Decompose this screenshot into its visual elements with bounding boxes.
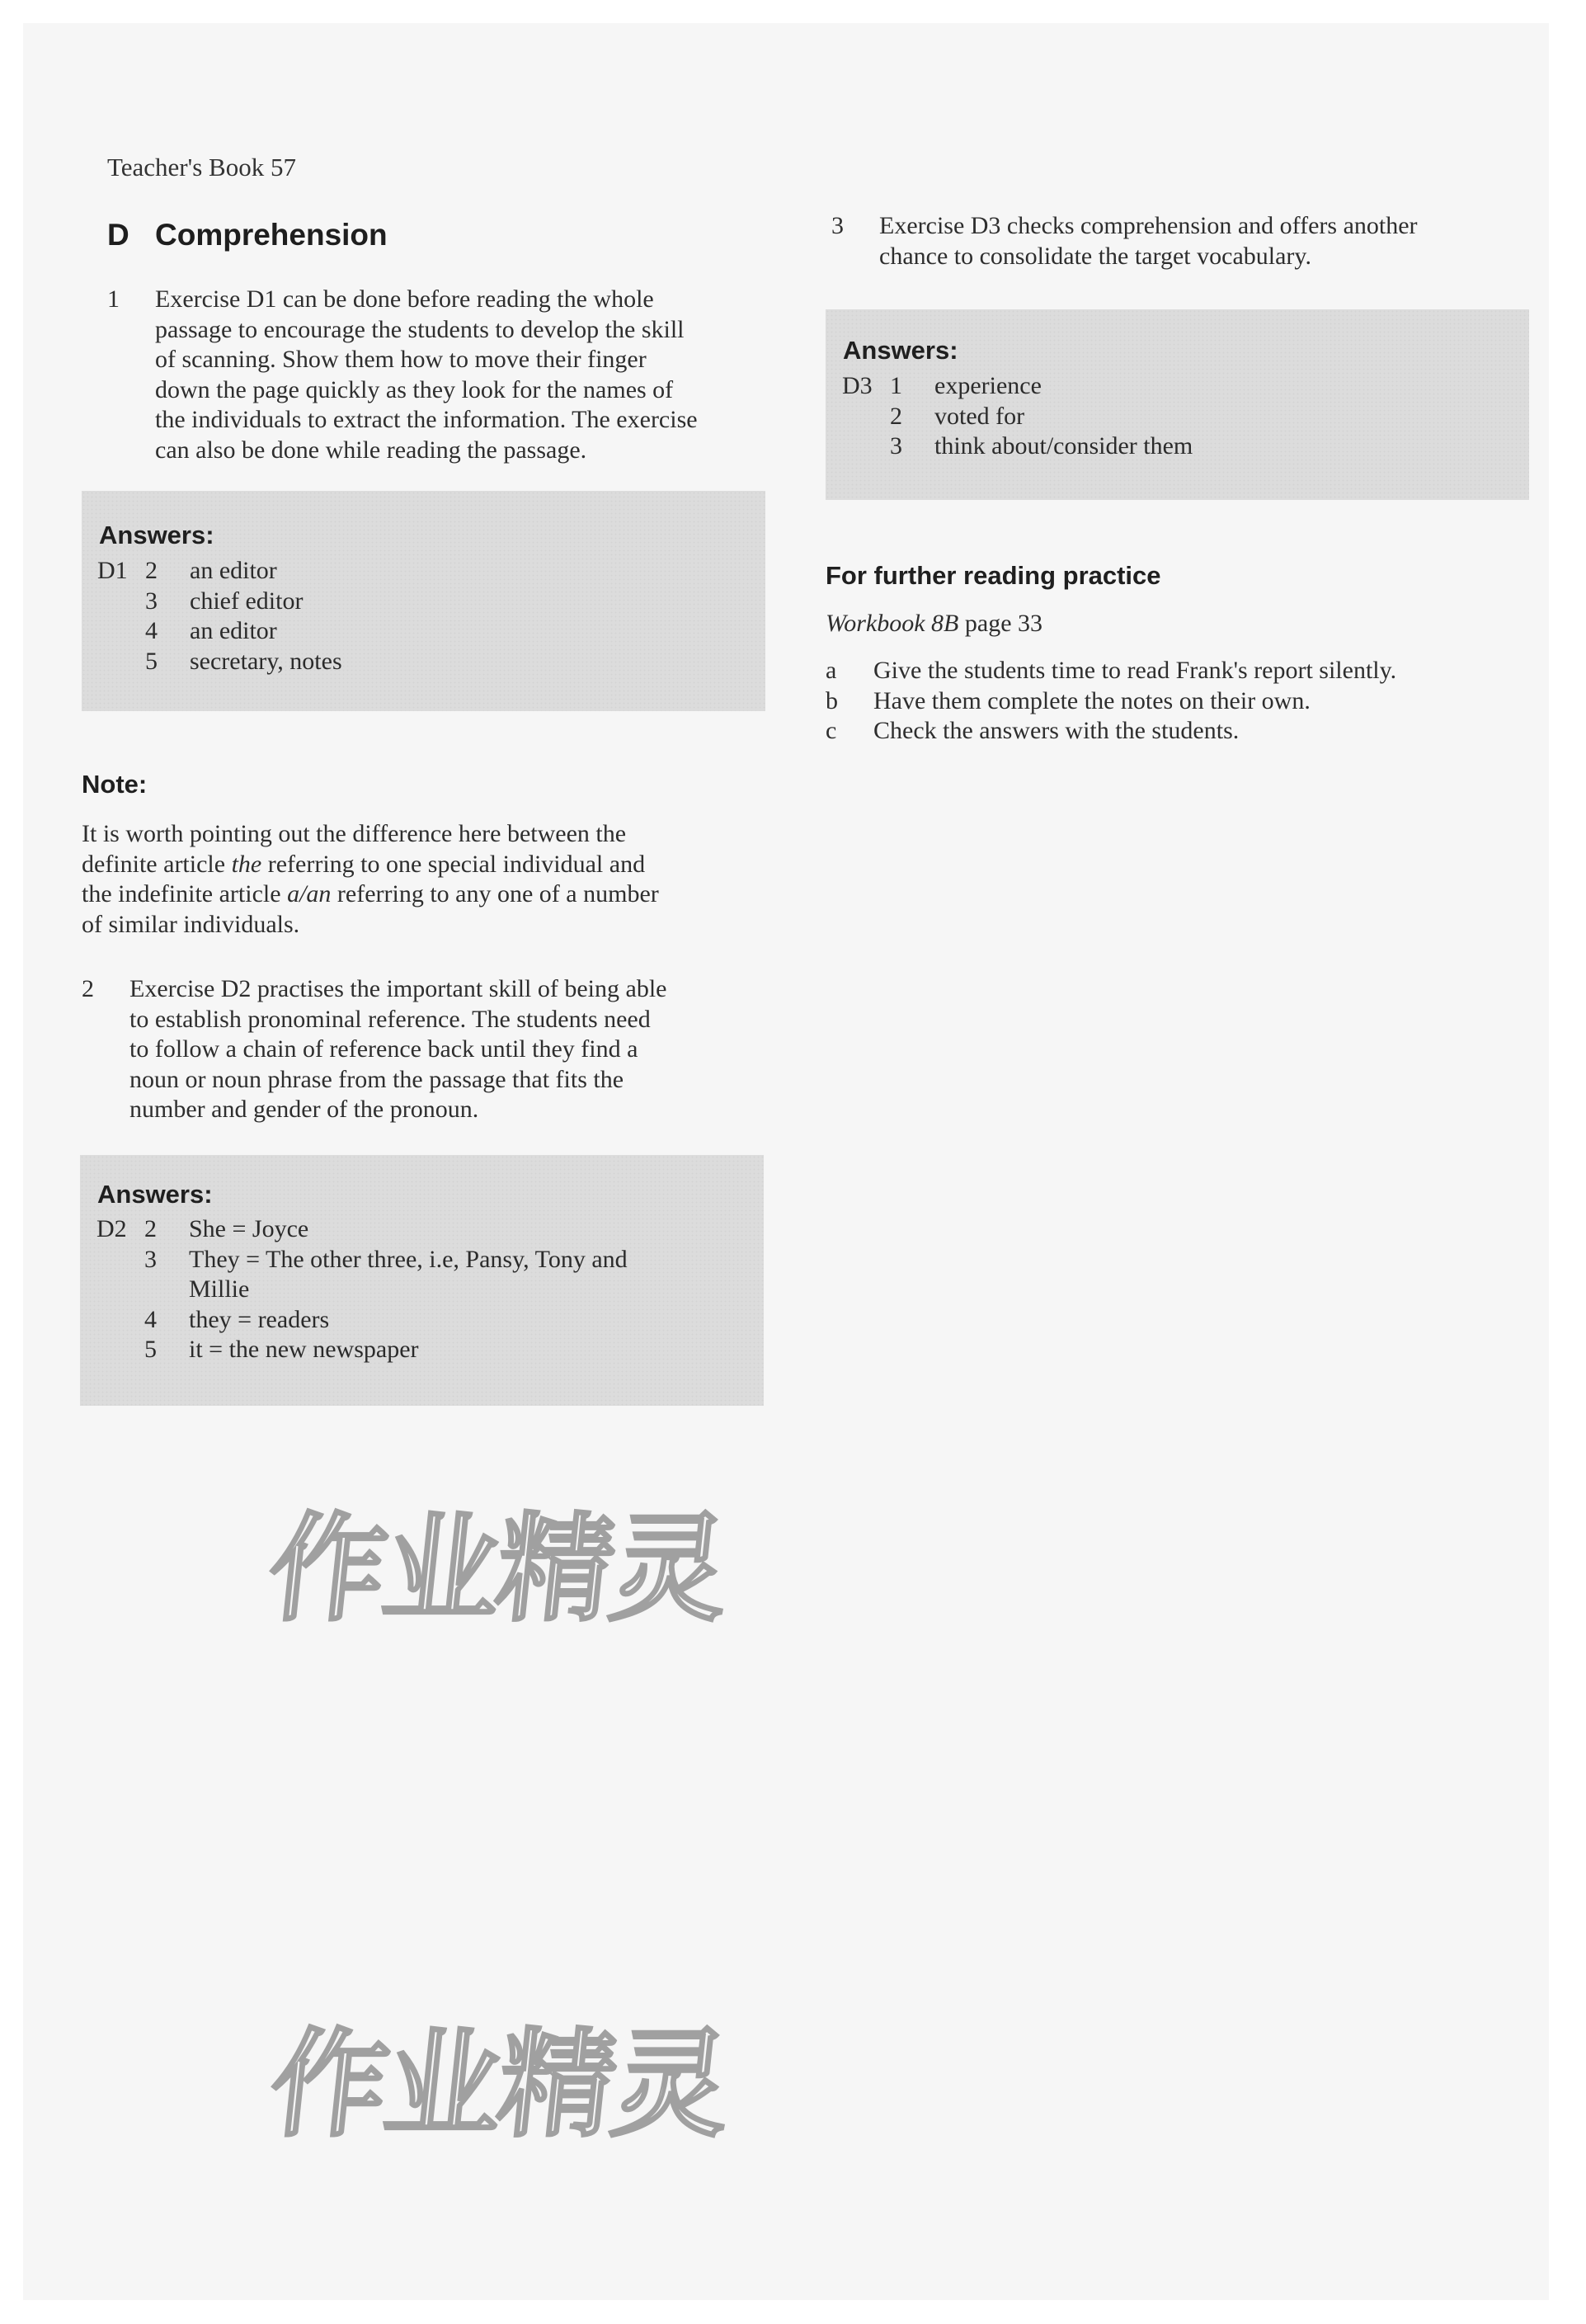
answer-text: She = Joyce [189, 1215, 309, 1242]
further-reading-steps [826, 656, 1535, 747]
text-line: the individuals to extract the information. The exercise [155, 406, 698, 433]
answer-number: 2 [144, 1215, 157, 1242]
answer-row [96, 1305, 756, 1336]
answer-row [96, 1214, 756, 1245]
answer-row [96, 1245, 756, 1275]
answer-row [96, 1335, 756, 1365]
answers-box-d3 [826, 309, 1529, 500]
emphasis: a/an [287, 880, 332, 907]
step-item [826, 656, 1535, 686]
paragraph-number: 3 [831, 212, 844, 239]
answer-number: 3 [890, 432, 902, 460]
answers-title: Answers: [99, 521, 214, 549]
text-line: noun or noun phrase from the passage that fits the [129, 1065, 624, 1093]
step-text: Give the students time to read Frank's report silently. [873, 657, 1397, 684]
text-line: number and gender of the pronoun. [129, 1096, 479, 1123]
answer-row [97, 647, 741, 677]
text-line: down the page quickly as they look for the names of [155, 375, 674, 403]
text-line: definite article the referring to one special individual and [82, 850, 646, 878]
answer-text: it = the new newspaper [189, 1336, 419, 1363]
section-title: Comprehension [155, 218, 388, 252]
answer-number [144, 1275, 189, 1305]
answer-number: 5 [144, 1336, 157, 1363]
answer-text: chief editor [190, 587, 304, 615]
answer-number: 5 [145, 647, 158, 675]
section-letter: D [107, 218, 129, 252]
paragraph-number: 2 [82, 975, 94, 1002]
answers-title: Answers: [843, 336, 958, 365]
workbook-page: page 33 [958, 610, 1043, 637]
step-item [826, 716, 1535, 747]
answer-row [842, 371, 1502, 402]
paragraph-text [129, 974, 791, 1125]
text-line: Exercise D3 checks comprehension and offers another [879, 212, 1418, 239]
text-line: of scanning. Show them how to move their finger [155, 346, 647, 373]
text-line: chance to consolidate the target vocabulary. [879, 242, 1311, 270]
answer-text: an editor [190, 617, 277, 644]
answers-title: Answers: [97, 1180, 213, 1209]
workbook-title: Workbook 8B [826, 610, 959, 637]
answer-text: Millie [189, 1275, 250, 1303]
answer-row [842, 431, 1502, 462]
paragraph-number: 1 [107, 285, 120, 313]
answers-list [96, 1214, 756, 1365]
step-text: Have them complete the notes on their own. [873, 686, 1311, 714]
step-letter: a [826, 657, 837, 684]
answers-list [97, 556, 741, 676]
step-text: Check the answers with the students. [873, 717, 1240, 744]
exercise-code: D3 [842, 372, 873, 399]
exercise-d3-paragraph [831, 211, 1541, 271]
text-line: It is worth pointing out the difference here between the [82, 820, 627, 847]
answer-number: 3 [145, 587, 158, 615]
section-heading [107, 218, 388, 252]
answer-number: 4 [144, 1305, 157, 1333]
text-line: to follow a chain of reference back until they find a [129, 1035, 638, 1063]
text-line: the indefinite article a/an referring to any one of a number [82, 880, 659, 907]
answers-list [842, 371, 1502, 462]
text-line: can also be done while reading the passage. [155, 436, 587, 464]
answer-row [97, 556, 741, 587]
emphasis: the [231, 850, 262, 878]
text-line: passage to encourage the students to develop the skill [155, 315, 685, 343]
exercise-code: D2 [96, 1215, 127, 1242]
further-reading-title: For further reading practice [826, 561, 1161, 590]
workbook-reference [826, 609, 1042, 639]
text-line: Exercise D1 can be done before reading the whole [155, 285, 654, 313]
page [23, 23, 1549, 2300]
answer-text: voted for [934, 402, 1025, 430]
answers-box-d2 [80, 1155, 764, 1406]
answer-text: secretary, notes [190, 647, 342, 675]
answer-row [842, 402, 1502, 432]
answer-number: 2 [145, 557, 158, 584]
answers-box-d1 [82, 491, 765, 711]
exercise-d1-paragraph [107, 285, 792, 465]
answer-row [97, 587, 741, 617]
step-letter: b [826, 686, 838, 714]
exercise-d2-paragraph [82, 974, 791, 1125]
step-item [826, 686, 1535, 717]
text-line: of similar individuals. [82, 910, 300, 938]
watermark: 作业精灵 [262, 1501, 732, 1638]
answer-row [96, 1275, 756, 1305]
paragraph-text [155, 285, 792, 465]
text-line: to establish pronominal reference. The students need [129, 1005, 651, 1033]
note-paragraph [82, 819, 791, 940]
answer-text: they = readers [189, 1305, 330, 1333]
answer-text: an editor [190, 557, 277, 584]
answer-number: 2 [890, 402, 902, 430]
answer-number: 4 [145, 617, 158, 644]
page-header: Teacher's Book 57 [107, 153, 296, 181]
answer-number: 3 [144, 1245, 157, 1273]
step-letter: c [826, 717, 837, 744]
paragraph-text [879, 211, 1541, 271]
answer-text: think about/consider them [934, 432, 1193, 460]
answer-number: 1 [890, 372, 902, 399]
exercise-code: D1 [97, 557, 128, 584]
answer-row [97, 616, 741, 647]
note-title: Note: [82, 770, 148, 799]
text-line: Exercise D2 practises the important skill of being able [129, 975, 667, 1002]
answer-text: They = The other three, i.e, Pansy, Tony and [189, 1245, 628, 1273]
answer-text: experience [934, 372, 1042, 399]
watermark: 作业精灵 [264, 2017, 734, 2153]
